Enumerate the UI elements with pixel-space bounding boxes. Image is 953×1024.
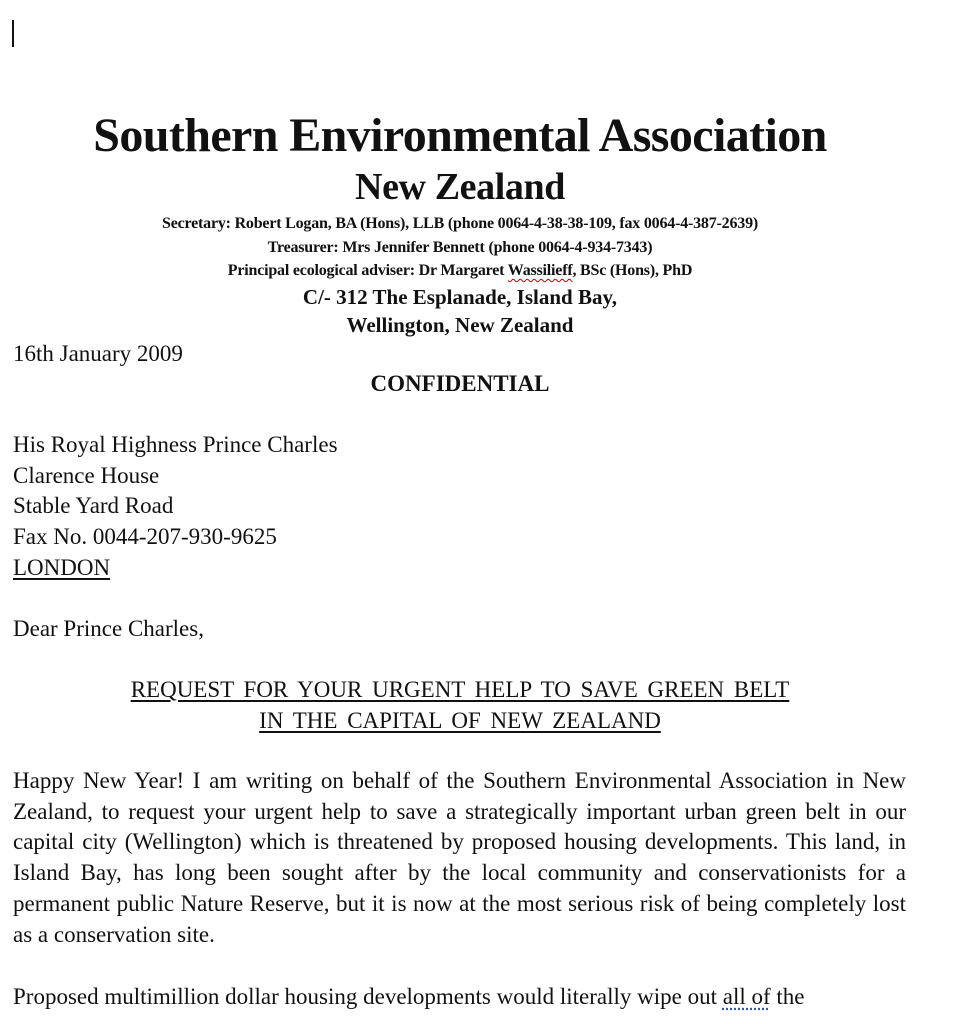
recipient-fax: Fax No. 0044-207-930-9625 [13, 524, 277, 549]
recipient-city: LONDON [13, 555, 111, 580]
adviser-line [0, 260, 920, 282]
adviser-name-spellcheck[interactable]: Wassilieff [507, 262, 573, 279]
address-line-2: Wellington, New Zealand [346, 313, 574, 337]
recipient-name: His Royal Highness Prince Charles [13, 432, 338, 457]
organization-title: Southern Environmental Association [93, 109, 827, 162]
letter-date: 16th January 2009 [13, 341, 183, 366]
subject-heading-line-1: REQUEST FOR YOUR URGENT HELP TO SAVE GREEN BELT [130, 677, 790, 702]
body-paragraph-1: Happy New Year! I am writing on behalf of the Southern Environmental Association in New Zealand, to request your urgent help to save a strategically important urban green belt in our capital city (Wellington) which is threatened by proposed housing developments. This land, in Island Bay, has long been sought after by the local community and conservationists for a permanent public Nature Reserve, but it is now at the most serious risk of being completely lost as a conservation site. [13, 768, 906, 947]
recipient-house: Clarence House [13, 463, 160, 488]
recipient-street: Stable Yard Road [13, 493, 174, 518]
text-cursor [12, 20, 14, 47]
salutation: Dear Prince Charles, [13, 616, 204, 641]
secretary-line: Secretary: Robert Logan, BA (Hons), LLB (phone 0064-4-38-38-109, fax 0064-4-387-2639) [162, 215, 758, 232]
paragraph-2-start: Proposed multimillion dollar housing developments would literally wipe out [13, 984, 723, 1009]
adviser-suffix: , BSc (Hons), PhD [572, 262, 693, 279]
body-paragraph-2 [13, 982, 906, 1013]
paragraph-2-emphasis[interactable]: all of [722, 984, 771, 1009]
confidential-label: CONFIDENTIAL [370, 371, 550, 396]
treasurer-line: Treasurer: Mrs Jennifer Bennett (phone 0064-4-934-7343) [267, 239, 653, 256]
adviser-prefix: Principal ecological adviser: Dr Margaret [227, 262, 508, 279]
subject-heading-line-2: IN THE CAPITAL OF NEW ZEALAND [259, 708, 661, 733]
organization-country: New Zealand [355, 166, 565, 208]
address-line-1: C/- 312 The Esplanade, Island Bay, [302, 285, 618, 309]
paragraph-2-end: the [770, 984, 805, 1009]
